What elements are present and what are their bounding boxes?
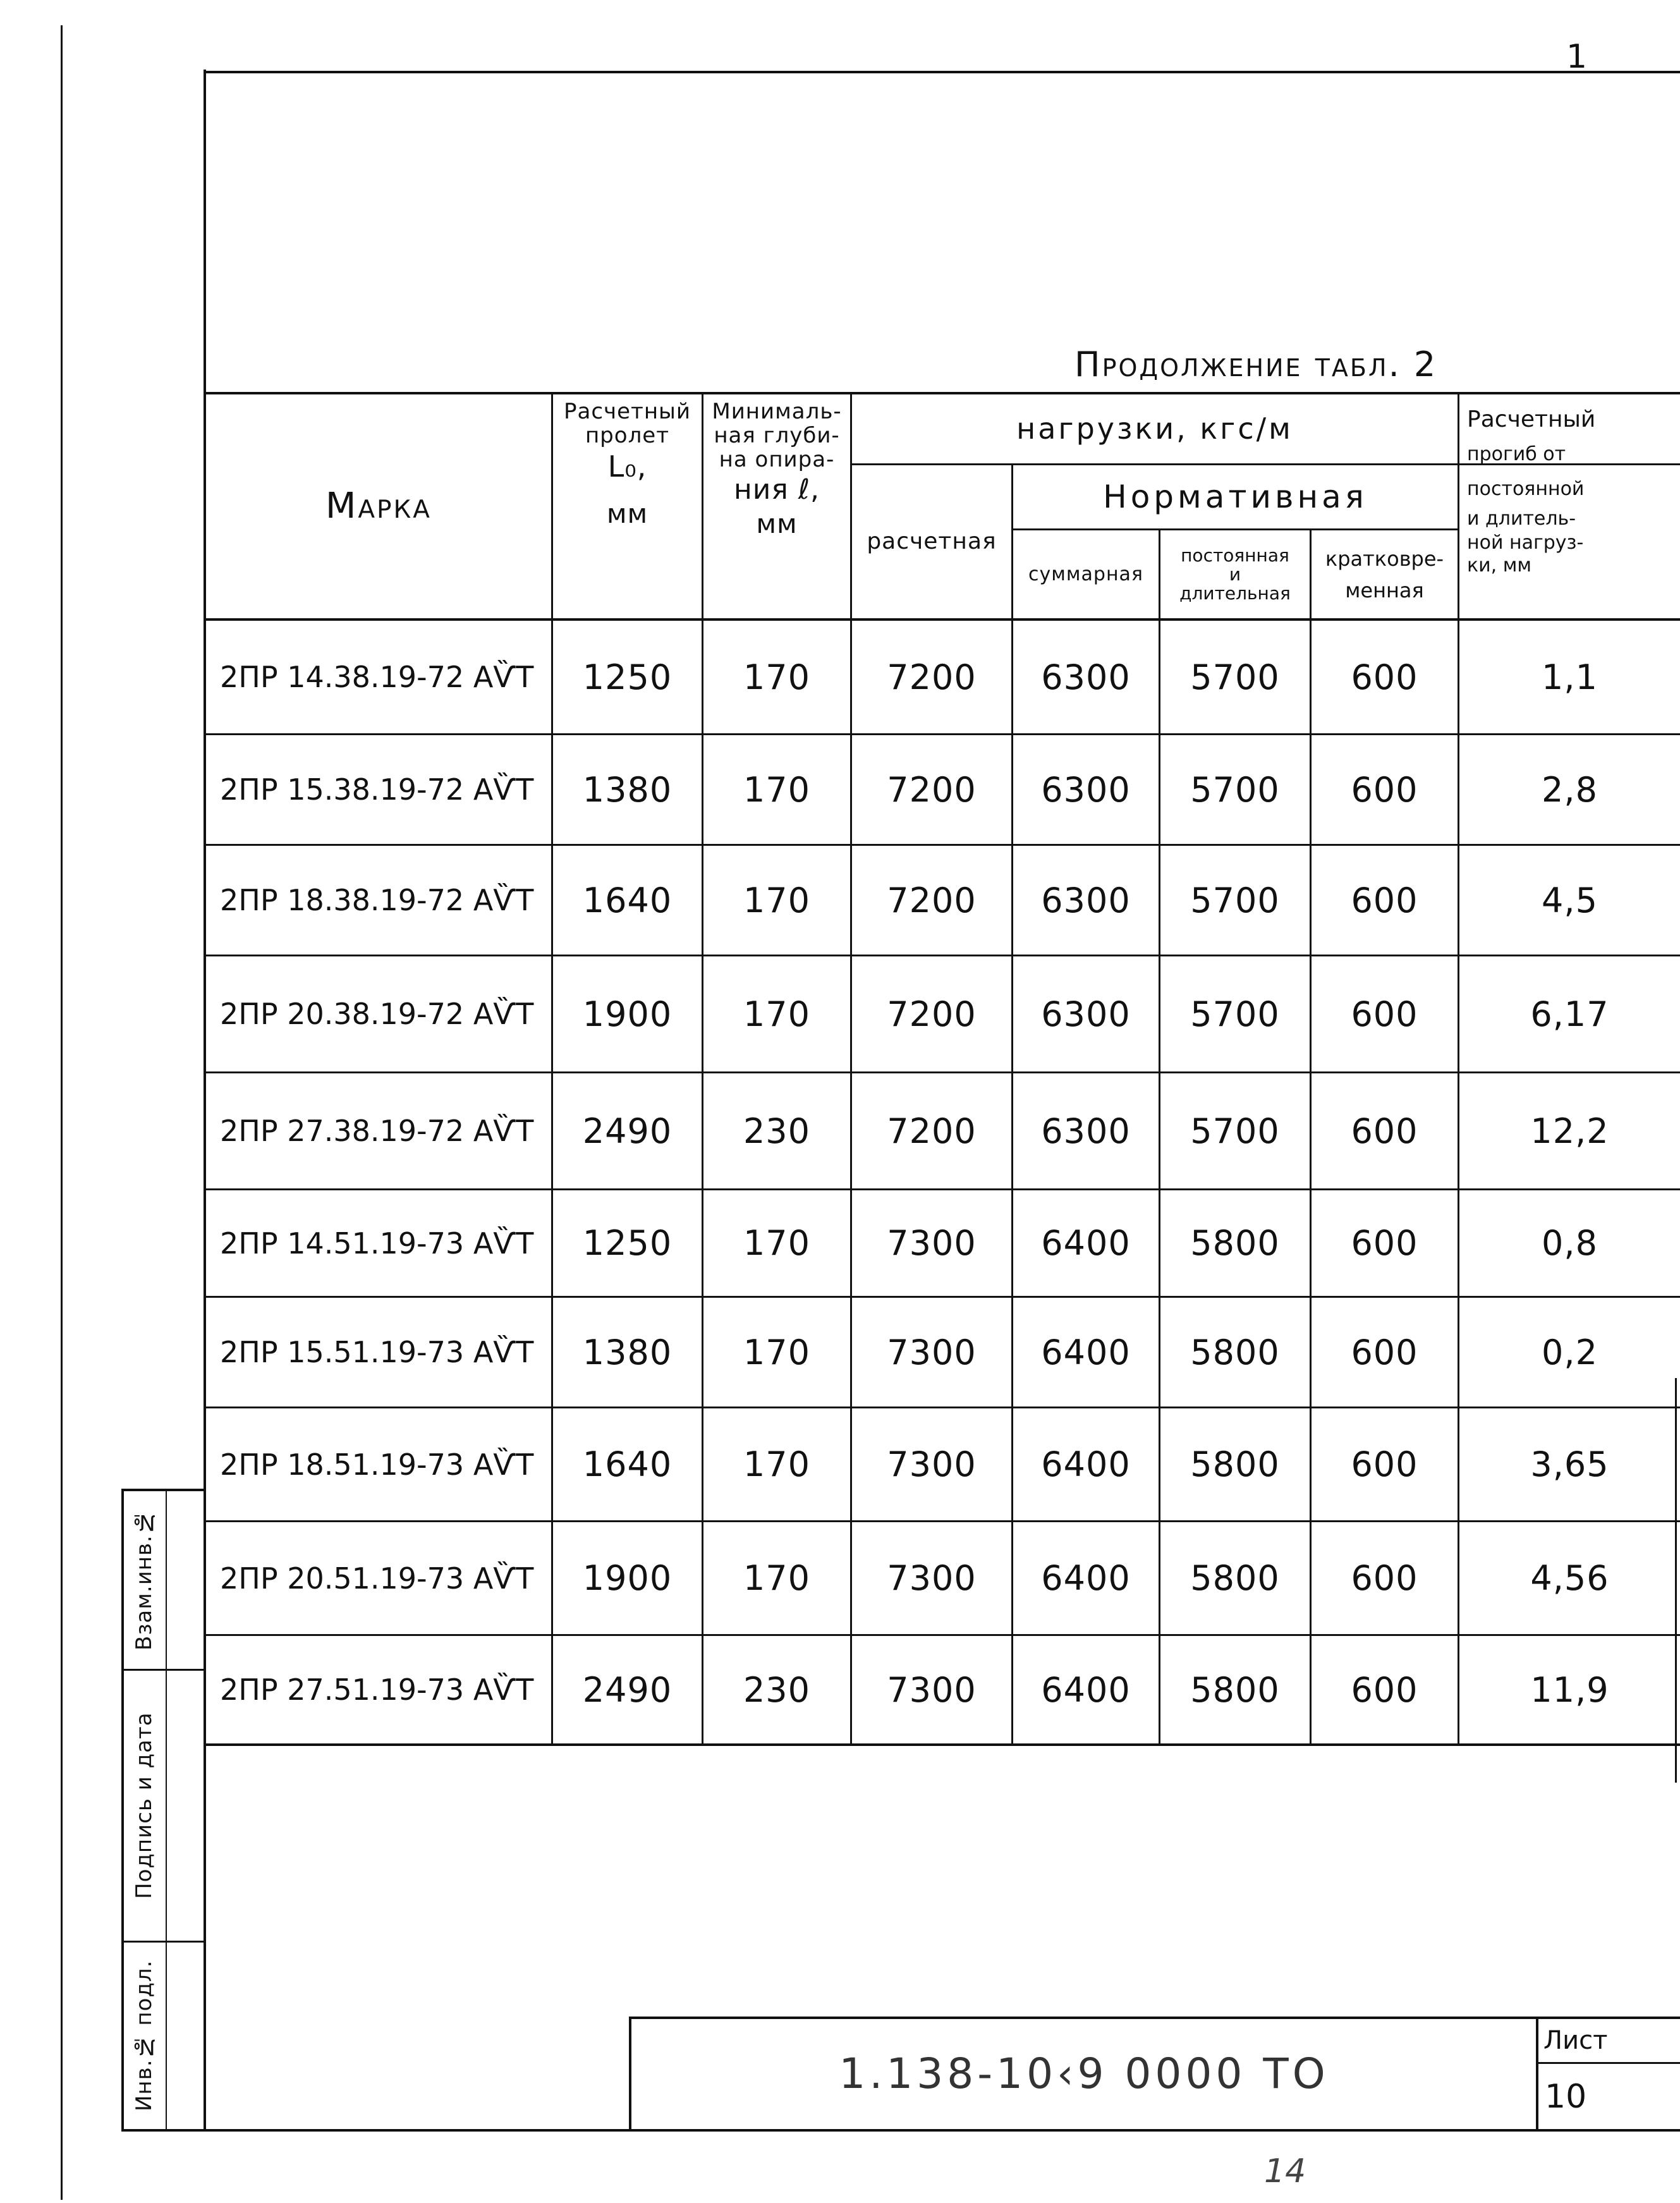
header-depth-line: Минималь-: [712, 399, 842, 424]
header-shortterm-line: кратковре-: [1325, 546, 1444, 571]
cell-design: 7300: [887, 1444, 977, 1484]
header-loads: нагрузки, кгс/м: [1016, 411, 1293, 446]
cell-span: 1380: [582, 769, 673, 810]
cell-mark: 2ПР 27.38.19-72 АѶТ: [220, 1114, 534, 1148]
cell-shortterm: 600: [1351, 1111, 1418, 1151]
header-depth-line: ния ℓ,: [734, 473, 820, 506]
cell-design: 7300: [887, 1558, 977, 1598]
stamp-bottom-border: [121, 2129, 206, 2132]
cell-deflection: 3,65: [1530, 1444, 1609, 1484]
cell-deflection: 0,2: [1542, 1332, 1598, 1372]
header-permanent: [1160, 530, 1310, 618]
stamp-divider-1: [121, 1669, 206, 1671]
header-normative: Нормативная: [1103, 479, 1368, 515]
header-deflection: [1459, 393, 1680, 618]
cell-shortterm: 600: [1351, 657, 1418, 697]
header-depth-line: ная глуби-: [714, 423, 840, 448]
cell-mark: 2ПР 15.51.19-73 АѶТ: [220, 1335, 534, 1369]
header-deflection-line: ки, мм: [1467, 554, 1531, 577]
cell-shortterm: 600: [1351, 880, 1418, 920]
cell-design: 7200: [887, 880, 977, 920]
cell-shortterm: 600: [1351, 1223, 1418, 1263]
cell-mark: 2ПР 20.51.19-73 АѶТ: [220, 1561, 534, 1596]
cell-total: 6300: [1041, 769, 1131, 810]
header-permanent-line: и: [1229, 563, 1241, 585]
header-shortterm: [1312, 530, 1458, 618]
cell-span: 2490: [582, 1669, 673, 1710]
title-block-left: [629, 2017, 631, 2130]
cell-depth: 170: [743, 769, 811, 810]
header-span-line: пролет: [585, 423, 670, 448]
cell-design: 7200: [887, 657, 977, 697]
table-title: Продолжение табл. 2: [1074, 345, 1438, 384]
frame-top-border: [204, 71, 1680, 73]
cell-deflection: 1,1: [1542, 657, 1598, 697]
header-span: [553, 393, 702, 618]
title-block-top: [629, 2017, 1680, 2019]
stamp-inner-line: [166, 1489, 167, 2130]
cell-span: 1380: [582, 1332, 673, 1372]
cell-design: 7300: [887, 1669, 977, 1710]
cell-permanent: 5700: [1190, 880, 1280, 920]
header-deflection-line: прогиб от: [1467, 443, 1566, 465]
header-depth: [703, 393, 850, 618]
cell-design: 7200: [887, 994, 977, 1034]
cell-total: 6400: [1041, 1444, 1131, 1484]
sheet-number: 10: [1545, 2077, 1587, 2116]
cell-mark: 2ПР 27.51.19-73 АѶТ: [220, 1673, 534, 1707]
cell-total: 6400: [1041, 1223, 1131, 1263]
cell-deflection: 12,2: [1530, 1111, 1609, 1151]
cell-mark: 2ПР 18.38.19-72 АѶТ: [220, 883, 534, 917]
stamp-top-border: [121, 1489, 206, 1491]
cell-depth: 170: [743, 1332, 811, 1372]
cell-design: 7300: [887, 1332, 977, 1372]
cell-permanent: 5800: [1190, 1332, 1280, 1372]
cell-depth: 230: [743, 1669, 811, 1710]
cell-permanent: 5700: [1190, 994, 1280, 1034]
header-deflection-line: Расчетный: [1467, 406, 1596, 432]
header-span-line: L₀,: [607, 449, 647, 484]
cell-span: 1250: [582, 1223, 673, 1263]
cell-permanent: 5800: [1190, 1558, 1280, 1598]
corner-mark: 1: [1566, 38, 1588, 76]
header-depth-line: на опира-: [719, 447, 835, 472]
cell-mark: 2ПР 14.51.19-73 АѶТ: [220, 1226, 534, 1260]
stamp-inv-orig: Инв.№ подл.: [131, 1960, 157, 2112]
cell-span: 1250: [582, 657, 673, 697]
sheet-label: Лист: [1543, 2026, 1608, 2055]
cell-permanent: 5700: [1190, 769, 1280, 810]
cell-total: 6400: [1041, 1558, 1131, 1598]
cell-mark: 2ПР 15.38.19-72 АѶТ: [220, 772, 534, 807]
cell-span: 1900: [582, 994, 673, 1034]
cell-permanent: 5800: [1190, 1669, 1280, 1710]
stamp-divider-2: [121, 1941, 206, 1943]
cell-shortterm: 600: [1351, 1332, 1418, 1372]
cell-design: 7200: [887, 1111, 977, 1151]
cell-mark: 2ПР 14.38.19-72 АѶТ: [220, 660, 534, 694]
cell-total: 6300: [1041, 1111, 1131, 1151]
cell-deflection: 4,56: [1530, 1558, 1609, 1598]
stamp-sign-date: Подпись и дата: [131, 1712, 157, 1900]
cell-shortterm: 600: [1351, 1444, 1418, 1484]
cell-span: 1640: [582, 880, 673, 920]
cell-shortterm: 600: [1351, 769, 1418, 810]
cell-shortterm: 600: [1351, 1558, 1418, 1598]
cell-total: 6400: [1041, 1669, 1131, 1710]
cell-depth: 230: [743, 1111, 811, 1151]
header-permanent-line: постоянная: [1181, 544, 1289, 566]
header-mark: Марка: [326, 485, 432, 527]
cell-span: 1640: [582, 1444, 673, 1484]
cell-span: 1900: [582, 1558, 673, 1598]
cell-deflection: 2,8: [1542, 769, 1598, 810]
header-span-line: Расчетный: [563, 399, 691, 424]
cell-depth: 170: [743, 657, 811, 697]
cell-deflection: 6,17: [1530, 994, 1609, 1034]
cell-depth: 170: [743, 1223, 811, 1263]
stamp-replace-inv: Взам.инв.№: [131, 1509, 157, 1651]
cell-total: 6300: [1041, 994, 1131, 1034]
cell-design: 7200: [887, 769, 977, 810]
cell-depth: 170: [743, 1444, 811, 1484]
header-total: суммарная: [1028, 563, 1143, 585]
cell-depth: 170: [743, 880, 811, 920]
cell-deflection: 0,8: [1542, 1223, 1598, 1263]
cell-span: 2490: [582, 1111, 673, 1151]
cell-mark: 2ПР 20.38.19-72 АѶТ: [220, 997, 534, 1031]
document-code: 1.138-10‹9 0000 ТО: [839, 2049, 1329, 2098]
cell-deflection: 4,5: [1542, 880, 1598, 920]
header-deflection-line: и длитель-: [1467, 508, 1576, 530]
cell-deflection: 11,9: [1530, 1669, 1609, 1710]
cell-depth: 170: [743, 994, 811, 1034]
margin-line-left: [61, 25, 63, 2200]
cell-permanent: 5800: [1190, 1223, 1280, 1263]
cell-total: 6300: [1041, 880, 1131, 920]
cell-mark: 2ПР 18.51.19-73 АѶТ: [220, 1447, 534, 1482]
cell-depth: 170: [743, 1558, 811, 1598]
header-span-line: мм: [606, 498, 648, 529]
header-shortterm-line: менная: [1345, 578, 1424, 602]
cell-shortterm: 600: [1351, 1669, 1418, 1710]
cell-total: 6400: [1041, 1332, 1131, 1372]
cell-permanent: 5800: [1190, 1444, 1280, 1484]
header-deflection-line: постоянной: [1467, 478, 1585, 500]
header-depth-line: мм: [756, 508, 798, 539]
title-block-bottom: [206, 2129, 1680, 2132]
footer-mark: 14: [1264, 2152, 1306, 2190]
cell-total: 6300: [1041, 657, 1131, 697]
header-deflection-line: ной нагруз-: [1467, 532, 1584, 554]
header-permanent-line: длительная: [1179, 582, 1291, 604]
header-design: расчетная: [867, 528, 997, 554]
cell-shortterm: 600: [1351, 994, 1418, 1034]
cell-permanent: 5700: [1190, 1111, 1280, 1151]
cell-permanent: 5700: [1190, 657, 1280, 697]
cell-design: 7300: [887, 1223, 977, 1263]
